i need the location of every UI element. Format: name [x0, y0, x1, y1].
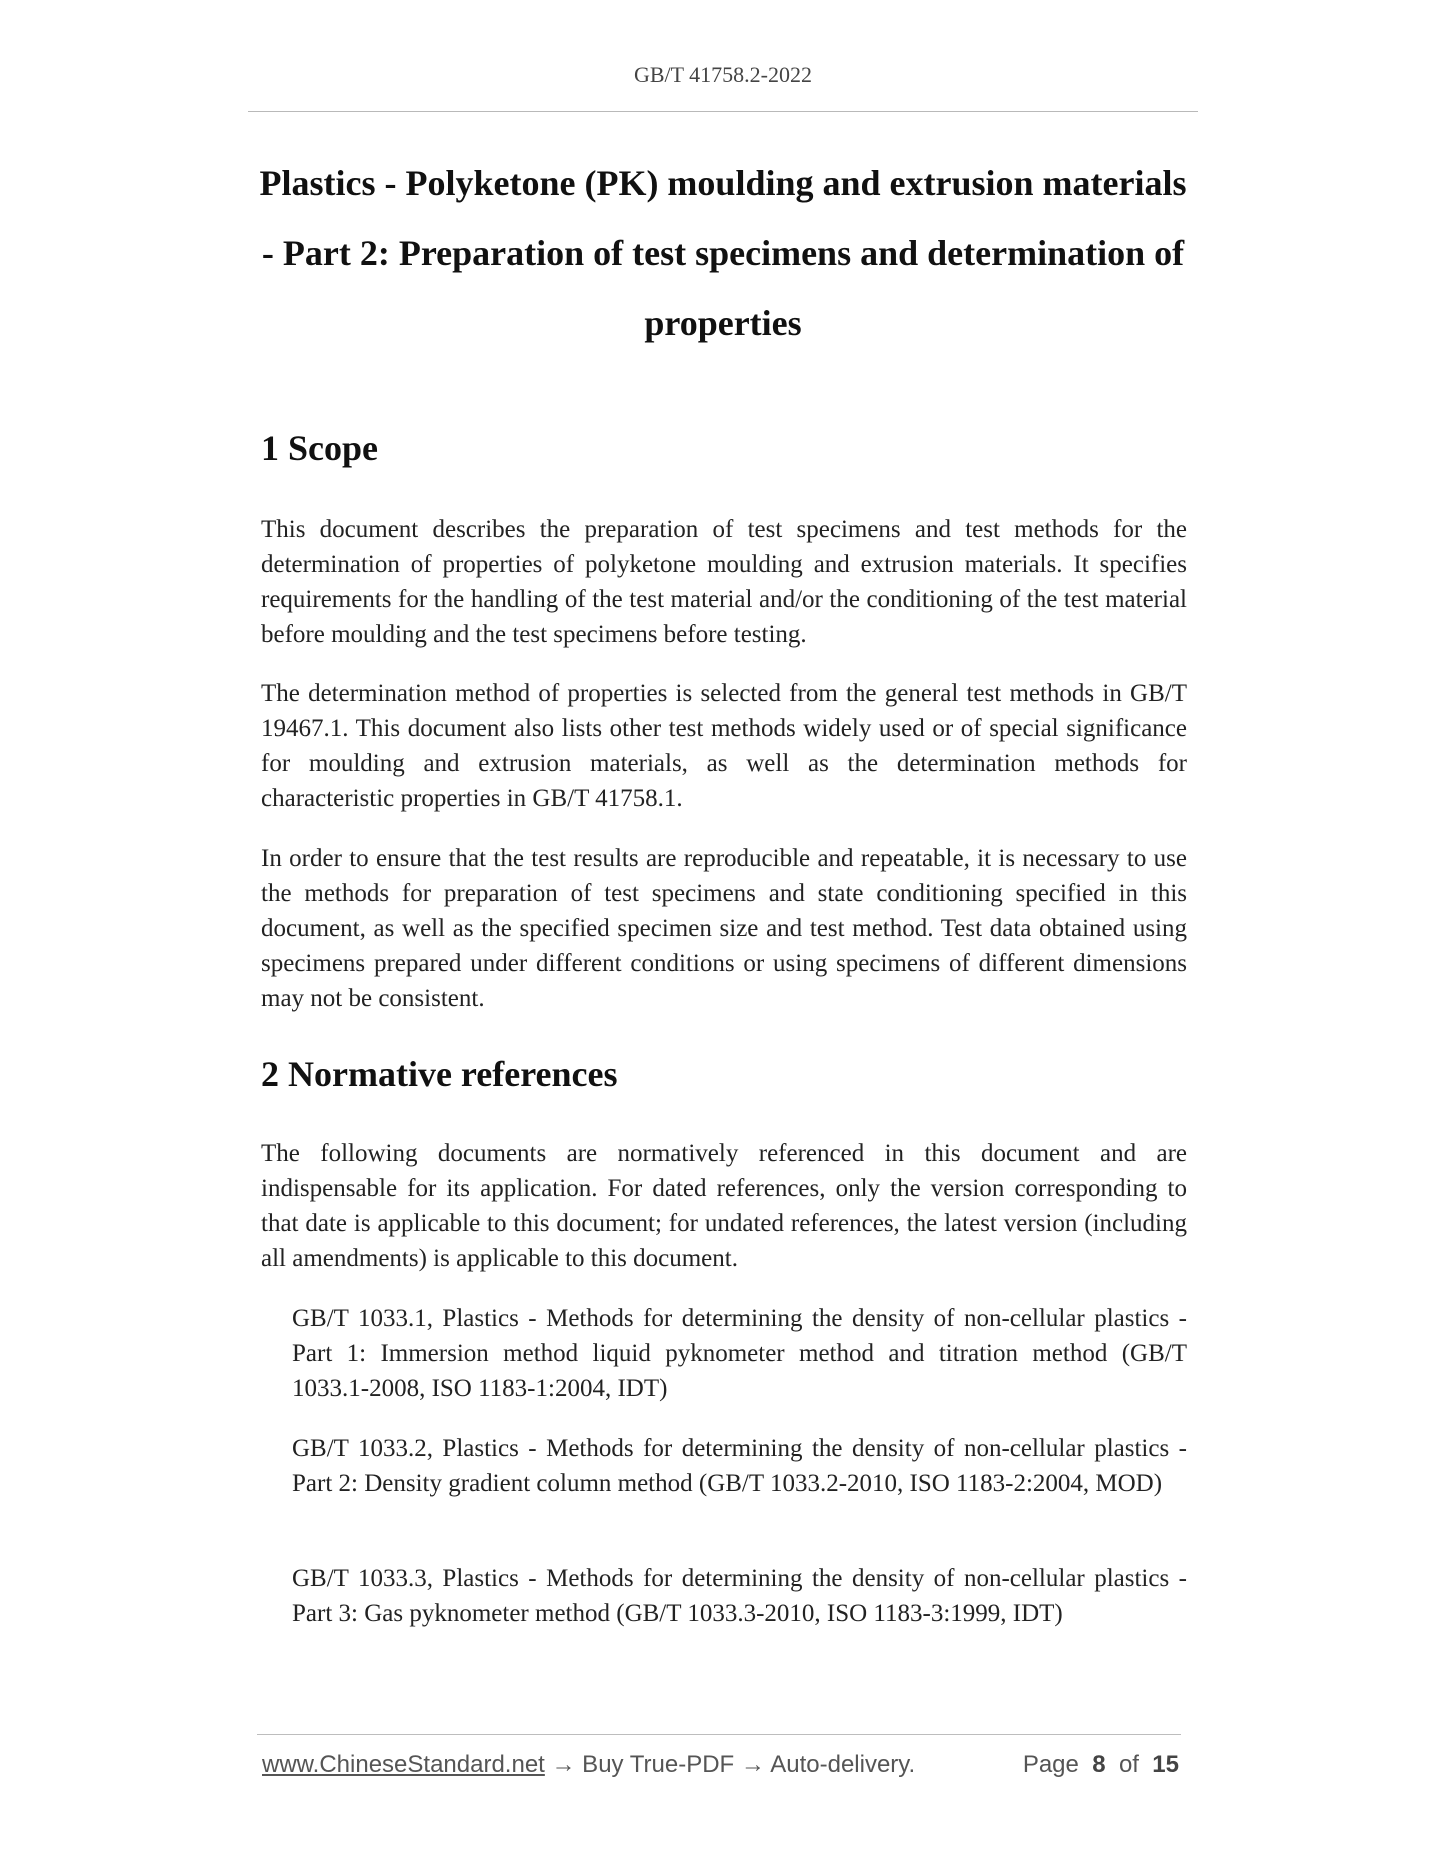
scope-paragraph-2: The determination method of properties is selected from the general test methods in GB/T 19467.1. This document also lists other test methods widely used or of special significance for moulding and extrusion materials, as well as the determination methods for characteristic properties in GB/T 41758.1.: [261, 680, 1187, 812]
scope-paragraph-1: This document describes the preparation of test specimens and test methods for the determination of properties of polyketone moulding and extrusion materials. It specifies requirements for the handling of the test material and/or the conditioning of the test material before moulding and the test specimens before testing.: [261, 516, 1187, 648]
scope-paragraph-3: In order to ensure that the test results are reproducible and repeatable, it is necessary to use the methods for preparation of test specimens and state conditioning specified in this document, as well as the specified specimen size and test method. Test data obtained using specimens prepared under different conditions or using specimens of different dimensions may not be consistent.: [261, 845, 1187, 1012]
footer-promo-text: → Buy True-PDF → Auto-delivery.: [544, 1751, 916, 1778]
current-page: 8: [1092, 1751, 1106, 1778]
header-divider: [248, 111, 1198, 112]
title-line-3: properties: [644, 303, 802, 343]
page-number: [1023, 1751, 1179, 1779]
page-of-label: of: [1118, 1751, 1139, 1778]
section-heading-scope: 1 Scope: [261, 428, 378, 468]
section-heading-normative-references: 2 Normative references: [261, 1054, 618, 1094]
title-line-2: - Part 2: Preparation of test specimens and determination of: [261, 233, 1185, 273]
footer-divider: [257, 1734, 1181, 1735]
running-header: GB/T 41758.2-2022: [633, 62, 813, 87]
footer-promo: [262, 1751, 915, 1779]
reference-item: GB/T 1033.2, Plastics - Methods for determining the density of non-cellular plastics - Part 2: Density gradient column method (GB/T 1033.2-2010, ISO 1183-2:2004, MOD): [292, 1435, 1187, 1497]
normative-intro-paragraph: The following documents are normatively referenced in this document and are indispensable for its application. For dated references, only the version corresponding to that date is applicable to this document; for undated references, the latest version (including all amendments) is applicable to this document.: [261, 1140, 1187, 1272]
total-pages: 15: [1152, 1751, 1179, 1778]
reference-item: GB/T 1033.1, Plastics - Methods for determining the density of non-cellular plastics - Part 1: Immersion method liquid pyknometer method and titration method (GB/T 1033.1-2008, ISO 1183-1:2004, IDT): [292, 1305, 1187, 1402]
reference-item: GB/T 1033.3, Plastics - Methods for determining the density of non-cellular plastics - Part 3: Gas pyknometer method (GB/T 1033.3-2010, ISO 1183-3:1999, IDT): [292, 1565, 1187, 1627]
page-footer: [262, 1751, 1182, 1785]
page-label: Page: [1022, 1751, 1079, 1778]
title-line-1: Plastics - Polyketone (PK) moulding and extrusion materials: [259, 163, 1187, 203]
document-title: [258, 148, 1188, 358]
website-link[interactable]: www.ChineseStandard.net: [262, 1751, 545, 1778]
